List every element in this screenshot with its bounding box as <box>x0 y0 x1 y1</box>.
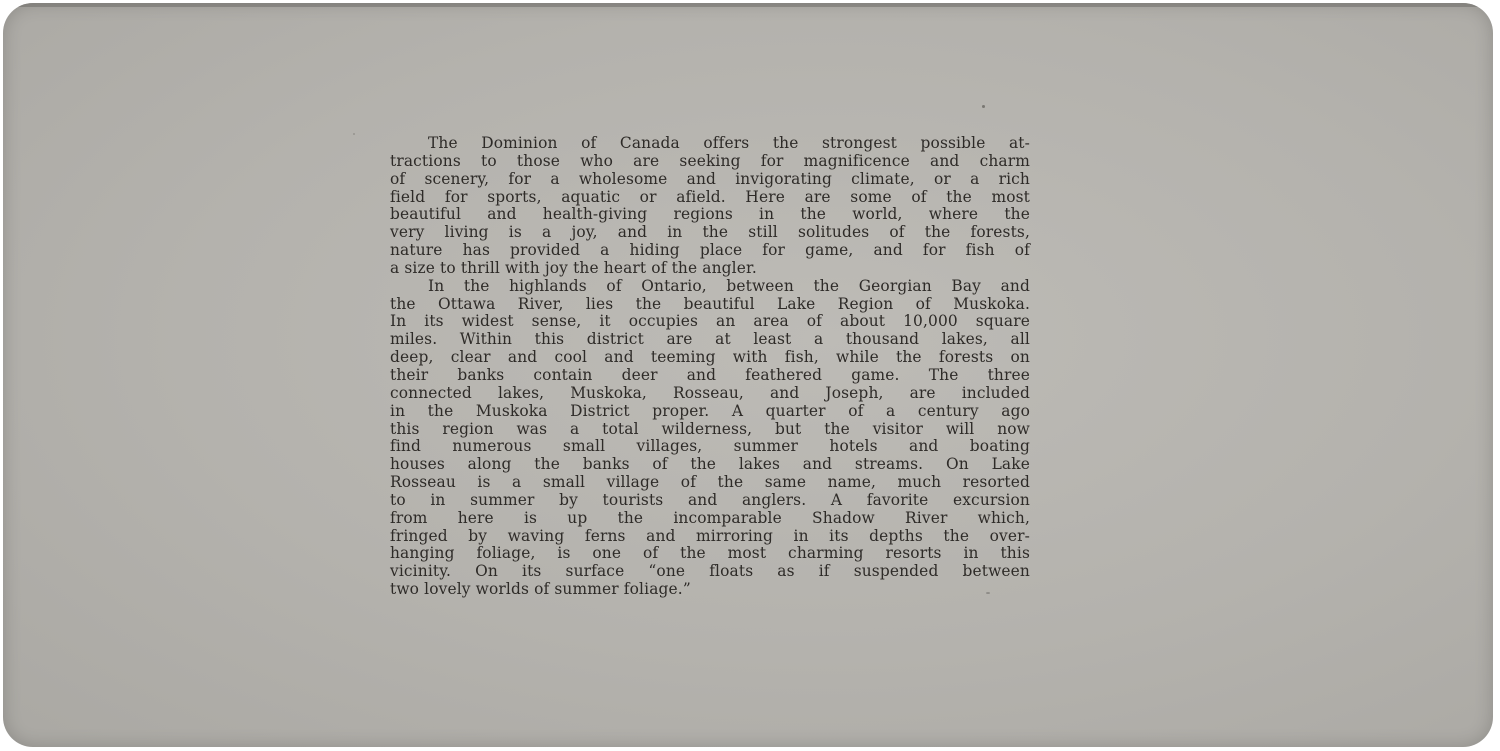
paragraph-2-line-9: this region was a total wilderness, but the visitor will now <box>390 419 1030 438</box>
paragraph-2-line-1: In the highlands of Ontario, between the Georgian Bay and <box>428 276 1030 295</box>
paragraph-1-line-7: nature has provided a hiding place for game, and for fish of <box>390 241 1030 260</box>
paragraph-1-line-4: field for sports, aquatic or afield. Here are some of the most <box>390 187 1030 206</box>
stereoview-card-back <box>3 3 1493 747</box>
paragraph-1-line-1: The Dominion of Canada offers the strongest possible at- <box>428 134 1030 152</box>
paper-speck <box>982 105 985 108</box>
paragraph-1-line-5: beautiful and health-giving regions in the world, where the <box>390 205 1030 224</box>
paragraph-2-line-2: the Ottawa River, lies the beautiful Lake Region of Muskoka. <box>390 294 1030 313</box>
paragraph-1-line-6: very living is a joy, and in the still solitudes of the forests, <box>390 223 1030 242</box>
paragraph-2-line-7: connected lakes, Muskoka, Rosseau, and Joseph, are included <box>390 383 1030 402</box>
paragraph-2-line-10: find numerous small villages, summer hotels and boating <box>390 437 1030 456</box>
paragraph-1-line-8: a size to thrill with joy the heart of the angler. <box>390 258 757 277</box>
paragraph-2-line-12: Rosseau is a small village of the same name, much resorted <box>390 473 1030 492</box>
paragraph-2-line-18: two lovely worlds of summer foliage.” <box>390 580 691 599</box>
paragraph-2-line-15: fringed by waving ferns and mirroring in its depths the over- <box>390 526 1030 545</box>
paper-speck <box>353 133 355 135</box>
paper-speck <box>986 592 990 594</box>
paragraph-2-line-11: houses along the banks of the lakes and streams. On Lake <box>390 455 1030 474</box>
paragraph-2-line-3: In its widest sense, it occupies an area of about 10,000 square <box>390 312 1030 331</box>
paragraph-1-line-3: of scenery, for a wholesome and invigorating climate, or a rich <box>390 169 1030 188</box>
paragraph-2-line-14: from here is up the incomparable Shadow River which, <box>390 508 1030 527</box>
paragraph-2-line-16: hanging foliage, is one of the most charming resorts in this <box>390 544 1030 563</box>
paragraph-2-line-13: to in summer by tourists and anglers. A favorite excursion <box>390 490 1030 509</box>
paragraph-1-line-2: tractions to those who are seeking for magnificence and charm <box>390 151 1030 170</box>
paragraph-2-line-4: miles. Within this district are at least a thousand lakes, all <box>390 330 1030 349</box>
paragraph-2-line-5: deep, clear and cool and teeming with fish, while the forests on <box>390 348 1030 367</box>
paragraph-2-line-6: their banks contain deer and feathered game. The three <box>390 365 1030 384</box>
paragraph-2-line-8: in the Muskoka District proper. A quarter of a century ago <box>390 401 1030 420</box>
description-text <box>390 135 1030 599</box>
paragraph-2-line-17: vicinity. On its surface “one floats as if suspended between <box>390 562 1030 581</box>
